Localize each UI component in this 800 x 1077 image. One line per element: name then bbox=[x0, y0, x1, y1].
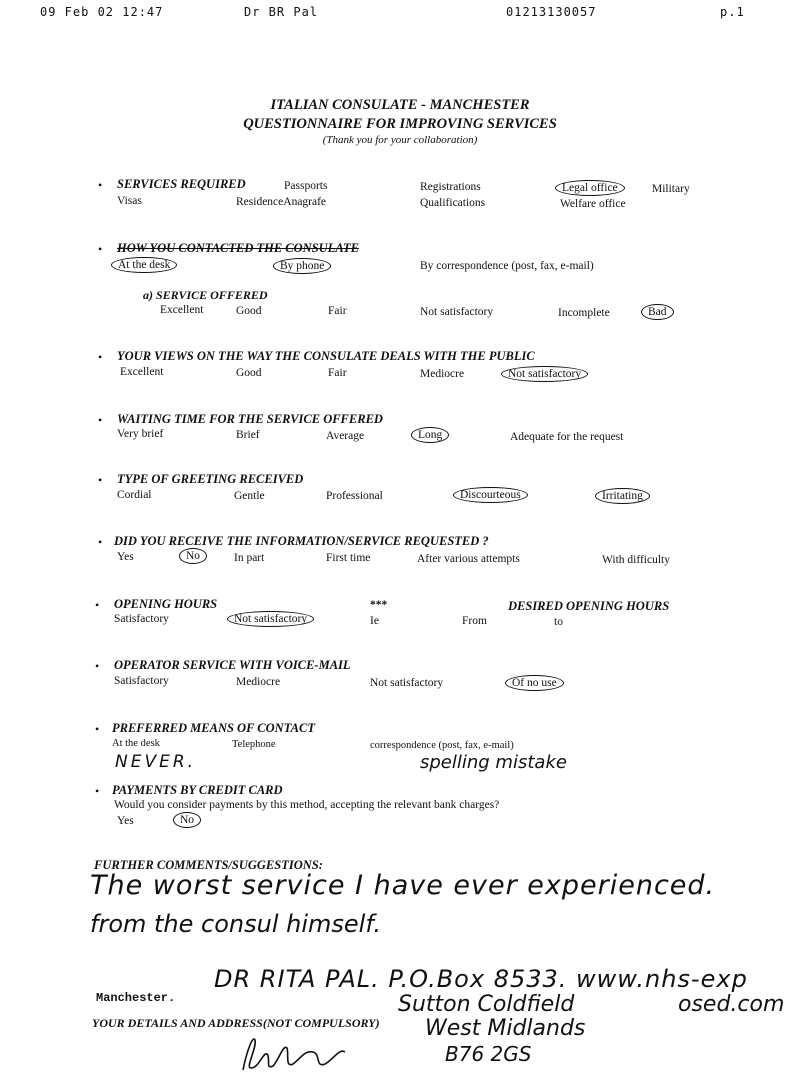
handwritten-address-line3: West Midlands bbox=[425, 1016, 586, 1041]
thanks-note: (Thank you for your collaboration) bbox=[322, 134, 478, 146]
q5-opt-irritating[interactable]: Irritating bbox=[595, 488, 650, 504]
q2-sub-opt-not-satisfactory[interactable]: Not satisfactory bbox=[420, 306, 494, 318]
q1-opt-welfare-office[interactable]: Welfare office bbox=[560, 198, 626, 210]
q4-opt-average[interactable]: Average bbox=[326, 430, 365, 442]
q10-opt-yes[interactable]: Yes bbox=[117, 815, 134, 827]
q8-opt-not-satisfactory[interactable]: Not satisfactory bbox=[370, 677, 444, 689]
q1-opt-passports[interactable]: Passports bbox=[284, 180, 328, 192]
q1-opt-visas[interactable]: Visas bbox=[117, 195, 142, 207]
q2-opt-at-the-desk[interactable]: At the desk bbox=[111, 257, 177, 273]
q5-opt-cordial[interactable]: Cordial bbox=[117, 489, 152, 501]
bullet-dot: • bbox=[98, 242, 103, 256]
q4-label: WAITING TIME FOR THE SERVICE OFFERED bbox=[117, 412, 383, 426]
bullet-dot: • bbox=[95, 598, 100, 612]
q9-label: PREFERRED MEANS OF CONTACT bbox=[112, 721, 315, 735]
q2-opt-correspondence[interactable]: By correspondence (post, fax, e-mail) bbox=[420, 260, 594, 272]
q8-opt-mediocre[interactable]: Mediocre bbox=[236, 676, 281, 688]
q7-from-label: From bbox=[462, 615, 487, 627]
q1-label: SERVICES REQUIRED bbox=[117, 177, 246, 191]
q2-sub-opt-incomplete[interactable]: Incomplete bbox=[558, 307, 610, 319]
handwritten-comment-line1: The worst service I have ever experienced. bbox=[90, 870, 716, 901]
q7-opt-satisfactory[interactable]: Satisfactory bbox=[114, 613, 169, 625]
q5-label: TYPE OF GREETING RECEIVED bbox=[117, 472, 304, 486]
q8-opt-satisfactory[interactable]: Satisfactory bbox=[114, 675, 169, 687]
q9-opt-at-the-desk[interactable]: At the desk bbox=[112, 738, 160, 749]
q5-opt-gentle[interactable]: Gentle bbox=[234, 490, 265, 502]
q1-opt-military[interactable]: Military bbox=[652, 183, 690, 195]
bullet-dot: • bbox=[98, 535, 103, 549]
q4-opt-adequate[interactable]: Adequate for the request bbox=[510, 431, 624, 443]
fax-sender: Dr BR Pal bbox=[244, 5, 319, 19]
handwritten-address-line1: DR RITA PAL. P.O.Box 8533. www.nhs-exp bbox=[214, 965, 748, 993]
handwritten-spelling-note: spelling mistake bbox=[420, 752, 567, 773]
q3-opt-mediocre[interactable]: Mediocre bbox=[420, 368, 465, 380]
handwritten-address-website-end: osed.com bbox=[678, 992, 785, 1017]
handwritten-address-line2: Sutton Coldfield bbox=[398, 992, 575, 1017]
q3-opt-fair[interactable]: Fair bbox=[328, 367, 347, 379]
q7-label: OPENING HOURS bbox=[114, 597, 218, 611]
q2-sub-opt-bad[interactable]: Bad bbox=[641, 304, 674, 320]
q5-opt-professional[interactable]: Professional bbox=[326, 490, 383, 502]
bullet-dot: • bbox=[98, 473, 103, 487]
handwritten-never: NEVER. bbox=[115, 752, 197, 772]
q6-opt-no[interactable]: No bbox=[179, 548, 207, 564]
q1-opt-legal-office[interactable]: Legal office bbox=[555, 180, 625, 196]
bullet-dot: • bbox=[95, 722, 100, 736]
q1-opt-registrations[interactable]: Registrations bbox=[420, 181, 481, 193]
page-subtitle: QUESTIONNAIRE FOR IMPROVING SERVICES bbox=[243, 116, 557, 132]
fax-date: 09 Feb 02 12:47 bbox=[40, 5, 164, 19]
q1-opt-qualifications[interactable]: Qualifications bbox=[420, 197, 486, 209]
q9-opt-telephone[interactable]: Telephone bbox=[232, 739, 276, 750]
signature-scribble bbox=[235, 1030, 355, 1075]
bullet-dot: • bbox=[95, 659, 100, 673]
q4-opt-brief[interactable]: Brief bbox=[236, 429, 260, 441]
bullet-dot: • bbox=[98, 350, 103, 364]
q7-opt-ie: Ie bbox=[370, 615, 379, 627]
bullet-dot: • bbox=[98, 178, 103, 192]
q3-opt-excellent[interactable]: Excellent bbox=[120, 366, 164, 378]
handwritten-comment-line2: from the consul himself. bbox=[90, 910, 381, 938]
q4-opt-long[interactable]: Long bbox=[411, 427, 449, 443]
bullet-dot: • bbox=[98, 413, 103, 427]
q6-label: DID YOU RECEIVE THE INFORMATION/SERVICE REQUESTED ? bbox=[114, 534, 489, 548]
fax-phone: 01213130057 bbox=[506, 5, 597, 19]
bullet-dot: • bbox=[95, 784, 100, 798]
q7-opt-not-satisfactory[interactable]: Not satisfactory bbox=[227, 611, 314, 627]
footer-city: Manchester. bbox=[96, 991, 176, 1005]
q7-to-label: to bbox=[554, 616, 563, 628]
q9-opt-correspondence[interactable]: correspondence (post, fax, e-mail) bbox=[370, 740, 514, 751]
page-title: ITALIAN CONSULATE - MANCHESTER bbox=[270, 97, 530, 113]
q3-opt-not-satisfactory[interactable]: Not satisfactory bbox=[501, 366, 588, 382]
q8-label: OPERATOR SERVICE WITH VOICE-MAIL bbox=[114, 658, 351, 672]
q6-opt-difficulty[interactable]: With difficulty bbox=[602, 554, 670, 566]
q6-opt-yes[interactable]: Yes bbox=[117, 551, 134, 563]
q2-opt-by-phone[interactable]: By phone bbox=[273, 258, 331, 274]
q7-stars: *** bbox=[370, 599, 388, 611]
comments-label: FURTHER COMMENTS/SUGGESTIONS: bbox=[94, 858, 323, 872]
q1-opt-residence[interactable]: ResidenceAnagrafe bbox=[236, 196, 327, 208]
q2-sub-opt-fair[interactable]: Fair bbox=[328, 305, 347, 317]
q2-sub-opt-excellent[interactable]: Excellent bbox=[160, 304, 204, 316]
q2-sub-opt-good[interactable]: Good bbox=[236, 305, 262, 317]
q6-opt-various-attempts[interactable]: After various attempts bbox=[417, 553, 520, 565]
q2-sub-label: a) SERVICE OFFERED bbox=[143, 288, 268, 302]
q6-opt-in-part[interactable]: In part bbox=[234, 552, 265, 564]
details-label: YOUR DETAILS AND ADDRESS(NOT COMPULSORY) bbox=[92, 1016, 380, 1030]
q2-label: HOW YOU CONTACTED THE CONSULATE bbox=[117, 241, 359, 255]
q7-desired-label: DESIRED OPENING HOURS bbox=[508, 599, 670, 613]
q10-question: Would you consider payments by this method, accepting the relevant bank charges? bbox=[114, 799, 500, 811]
q6-opt-first-time[interactable]: First time bbox=[326, 552, 371, 564]
q8-opt-of-no-use[interactable]: Of no use bbox=[505, 675, 564, 691]
q3-label: YOUR VIEWS ON THE WAY THE CONSULATE DEALS WITH THE PUBLIC bbox=[117, 349, 535, 363]
q5-opt-discourteous[interactable]: Discourteous bbox=[453, 487, 528, 503]
fax-page: p.1 bbox=[720, 5, 745, 19]
q3-opt-good[interactable]: Good bbox=[236, 367, 262, 379]
handwritten-address-line4: B76 2GS bbox=[445, 1042, 532, 1066]
q10-label: PAYMENTS BY CREDIT CARD bbox=[112, 783, 283, 797]
q10-opt-no[interactable]: No bbox=[173, 812, 201, 828]
q4-opt-very-brief[interactable]: Very brief bbox=[117, 428, 164, 440]
